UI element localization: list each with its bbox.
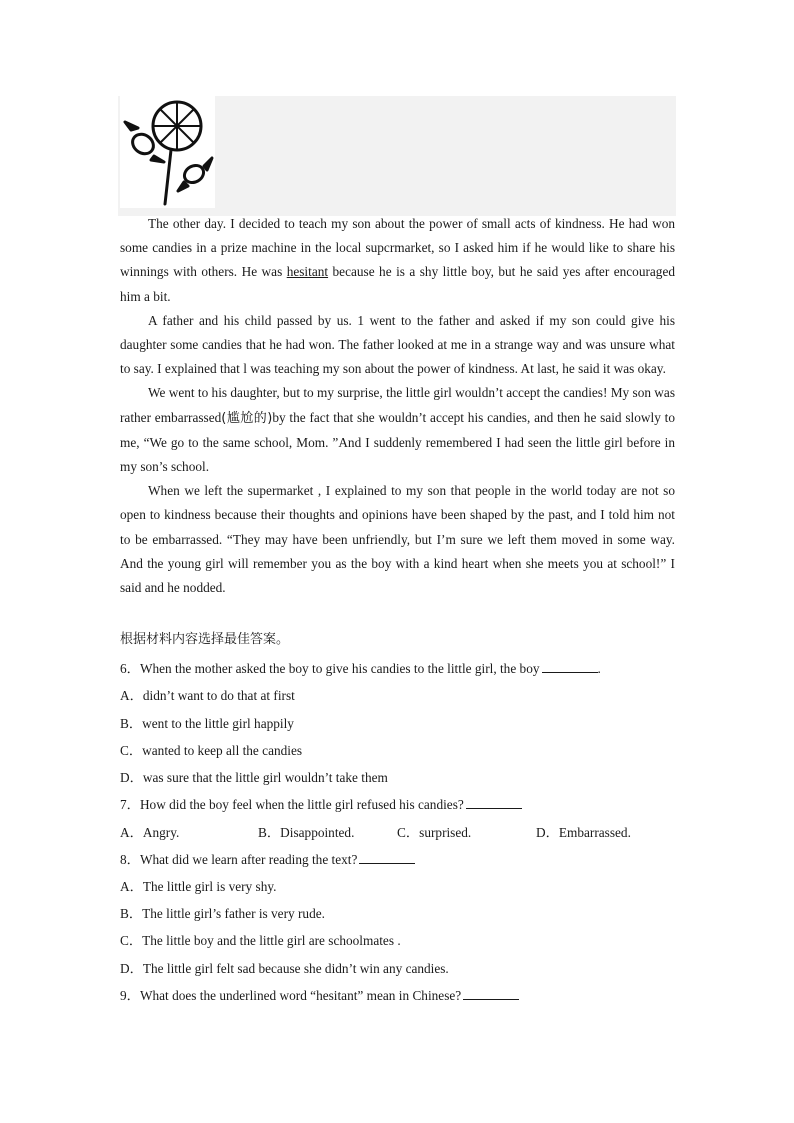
lollipop-candy-icon (120, 96, 215, 208)
question-8 (120, 849, 415, 868)
passage-paragraph-3 (120, 381, 675, 479)
question-stem: 7．How did the boy feel when the little girl refused his candies? (120, 797, 464, 812)
q7-option-d: D．Embarrassed. (536, 825, 631, 840)
question-9 (120, 985, 519, 1004)
passage-paragraph-1 (120, 212, 675, 309)
q7-option-b: B．Disappointed. (258, 825, 355, 840)
question-stem: 9．What does the underlined word “hesitant” mean in Chinese? (120, 988, 462, 1003)
passage-text: by the fact that she wouldn’t accept his candies, and then he said slowly to me, “We go to the same school, Mom. ”And I suddenly remembered I had seen the little girl before in my son’s school. (120, 409, 675, 475)
q6-option-a: A．didn’t want to do that at first (120, 688, 295, 703)
question-stem: 8．What did we learn after reading the text? (120, 852, 358, 867)
passage-text: because he is a shy little boy, but he said yes after encouraged him a bit. (120, 264, 675, 304)
instruction-text: 根据材料内容选择最佳答案。 (120, 632, 290, 647)
reading-passage (120, 212, 675, 600)
q8-option-c: C．The little boy and the little girl are schoolmates . (120, 933, 401, 948)
answer-blank[interactable] (542, 662, 598, 673)
q8-option-a: A．The little girl is very shy. (120, 879, 277, 894)
q7-option-c: C．surprised. (397, 825, 472, 840)
passage-paragraph-4: When we left the supermarket , I explained to my son that people in the world today are not so open to kindness because their thoughts and opinions have been shaped by the past, and I told him not to be embarrassed. “They may have been unfriendly, but I’m sure we left them moved in some way. And the young girl will remember you as the boy with a kind heart when she meets you at school!” I said and he nodded. (120, 483, 675, 596)
q6-option-c: C．wanted to keep all the candies (120, 743, 303, 758)
q8-option-b: B．The little girl’s father is very rude. (120, 906, 325, 921)
answer-blank[interactable] (466, 798, 522, 809)
q6-option-b: B．went to the little girl happily (120, 716, 294, 731)
q8-option-d: D．The little girl felt sad because she didn’t win any candies. (120, 961, 449, 976)
answer-blank[interactable] (463, 989, 519, 1000)
passage-text: We went to his daughter, but to my surprise, the little girl wouldn’t accept the candies! My son was rather embarrassed (120, 385, 675, 425)
question-6 (120, 658, 601, 677)
passage-text: The other day. I decided to teach my son about the power of small acts of kindness. He had won some candies in a prize machine in the local supcrmarket, so I asked him if he would like to share his winnings with others. He was (120, 216, 675, 280)
question-7 (120, 794, 522, 813)
chinese-gloss: (尴尬的) (221, 410, 273, 426)
passage-paragraph-2: A father and his child passed by us. 1 went to the father and asked if my son could give his daughter some candies that he had won. The father looked at me in a strange way and was unsure what to say. I explained that l was teaching my son about the power of kindness. At last, he said it was okay. (120, 312, 675, 377)
answer-blank[interactable] (359, 853, 415, 864)
q6-option-d: D．was sure that the little girl wouldn’t take them (120, 770, 388, 785)
question-stem: 6．When the mother asked the boy to give his candies to the little girl, the boy (120, 661, 540, 676)
q7-option-a: A．Angry. (120, 825, 180, 840)
question-end: . (597, 661, 601, 676)
underlined-word: hesitant (286, 264, 329, 280)
